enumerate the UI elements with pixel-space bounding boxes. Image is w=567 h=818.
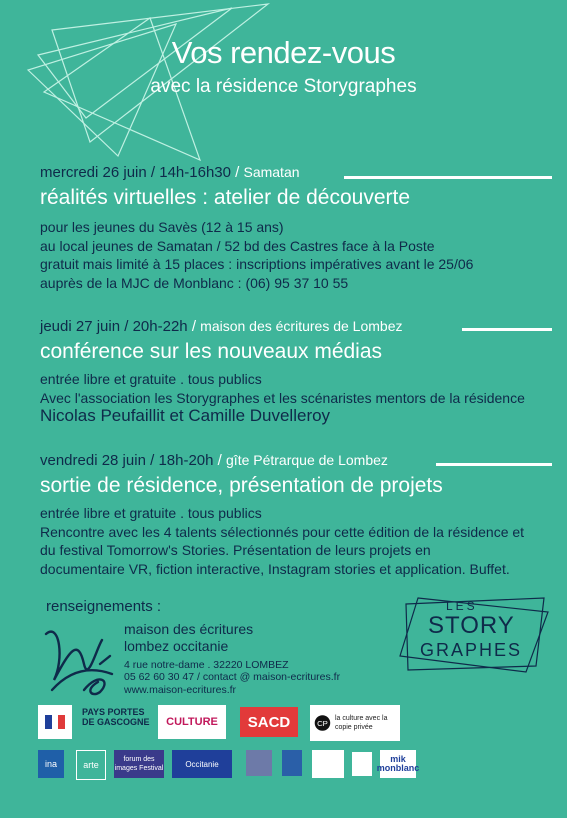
event-3-date	[40, 452, 388, 469]
occitanie-logo: Occitanie	[172, 750, 232, 778]
event-3-line: documentaire VR, fiction interactive, Instagram stories et application. Buffet.	[40, 560, 510, 577]
separator: /	[191, 318, 196, 335]
storygraphes-logo-les: LES	[446, 599, 478, 613]
separator: /	[150, 452, 155, 469]
forum-des-images-logo: forum des images Festival	[114, 750, 164, 778]
event-2-title: conférence sur les nouveaux médias	[40, 340, 383, 363]
contact-website-link[interactable]: www.maison-ecritures.fr	[124, 684, 237, 696]
page-title: Vos rendez-vous	[171, 35, 396, 70]
event-3-day: vendredi 28 juin	[40, 452, 146, 469]
event-1-day: mercredi 26 juin	[40, 164, 147, 181]
storygraphes-logo-graphes: GRAPHES	[420, 640, 523, 660]
event-1-line: gratuit mais limité à 15 places : inscriptions impératives avant le 25/06	[40, 256, 474, 272]
contact-phone-email[interactable]: 05 62 60 30 47 / contact @ maison-ecritures.fr	[124, 671, 341, 683]
divider-line	[344, 176, 552, 179]
cp-icon	[314, 711, 331, 735]
svg-text:CP: CP	[317, 718, 328, 728]
arte-logo: arte	[76, 750, 106, 780]
event-1-details	[40, 218, 473, 292]
culture-logo: CULTURE	[158, 705, 226, 739]
event-2-details	[40, 370, 525, 407]
event-2-line: Avec l'association les Storygraphes et les scénaristes mentors de la résidence	[40, 389, 525, 406]
event-1-title: réalités virtuelles : atelier de découverte	[40, 186, 411, 209]
event-1-line: auprès de la MJC de Monblanc : (06) 95 37 10 55	[40, 274, 349, 291]
contact-org-line1: maison des écritures	[124, 621, 254, 637]
event-1-line: au local jeunes de Samatan / 52 bd des Castres face à la Poste	[40, 237, 435, 254]
sacd-logo: SACD	[240, 707, 298, 737]
maison-ecritures-logo-icon	[40, 620, 120, 698]
partner-logo-c	[312, 750, 344, 778]
event-2-names: Nicolas Peufaillit et Camille Duvelleroy	[40, 406, 331, 425]
republique-logo	[38, 705, 72, 739]
event-1-line: pour les jeunes du Savès (12 à 15 ans)	[40, 219, 284, 235]
storygraphes-logo-story: STORY	[428, 612, 515, 639]
copie-privee-logo	[310, 705, 400, 741]
event-3-place: gîte Pétrarque de Lombez	[226, 452, 388, 468]
partner-logo-d	[352, 752, 372, 776]
flag-icon	[45, 715, 65, 729]
contact-address: 4 rue notre-dame . 32220 LOMBEZ	[124, 659, 289, 671]
contact-heading: renseignements :	[46, 598, 162, 615]
divider-line	[462, 328, 552, 331]
divider-line	[436, 463, 552, 466]
event-1-place: Samatan	[243, 164, 300, 180]
page-subtitle: avec la résidence Storygraphes	[150, 76, 417, 97]
copie-privee-text: la culture avec la copie privée	[334, 715, 388, 731]
event-1-time: 14h-16h30	[159, 164, 231, 181]
event-2-time: 20h-22h	[132, 318, 188, 335]
event-3-details	[40, 504, 524, 578]
contact-org-line2: lombez occitanie	[124, 638, 229, 654]
ina-logo: ina	[38, 750, 64, 778]
separator: /	[235, 164, 240, 181]
event-3-line: entrée libre et gratuite . tous publics	[40, 505, 262, 521]
event-3-time: 18h-20h	[158, 452, 214, 469]
mik-monblanc-logo: mik monblanc	[380, 750, 416, 778]
event-2-line: entrée libre et gratuite . tous publics	[40, 371, 262, 387]
partner-logo-b	[282, 750, 302, 776]
event-2-day: jeudi 27 juin	[40, 318, 121, 335]
event-3-line: du festival Tomorrow's Stories. Présentation de leurs projets en	[40, 542, 431, 558]
event-2-date	[40, 318, 402, 335]
event-3-title: sortie de résidence, présentation de projets	[40, 474, 443, 497]
event-2-place: maison des écritures de Lombez	[200, 318, 403, 334]
separator: /	[217, 452, 222, 469]
event-3-line: Rencontre avec les 4 talents sélectionnés pour cette édition de la résidence et	[40, 523, 525, 540]
pays-portes-gascogne-logo: PAYS PORTES DE GASCOGNE	[82, 707, 150, 727]
event-1-date	[40, 164, 300, 181]
partner-logo-a	[246, 750, 272, 776]
separator: /	[124, 318, 129, 335]
separator: /	[150, 164, 156, 181]
